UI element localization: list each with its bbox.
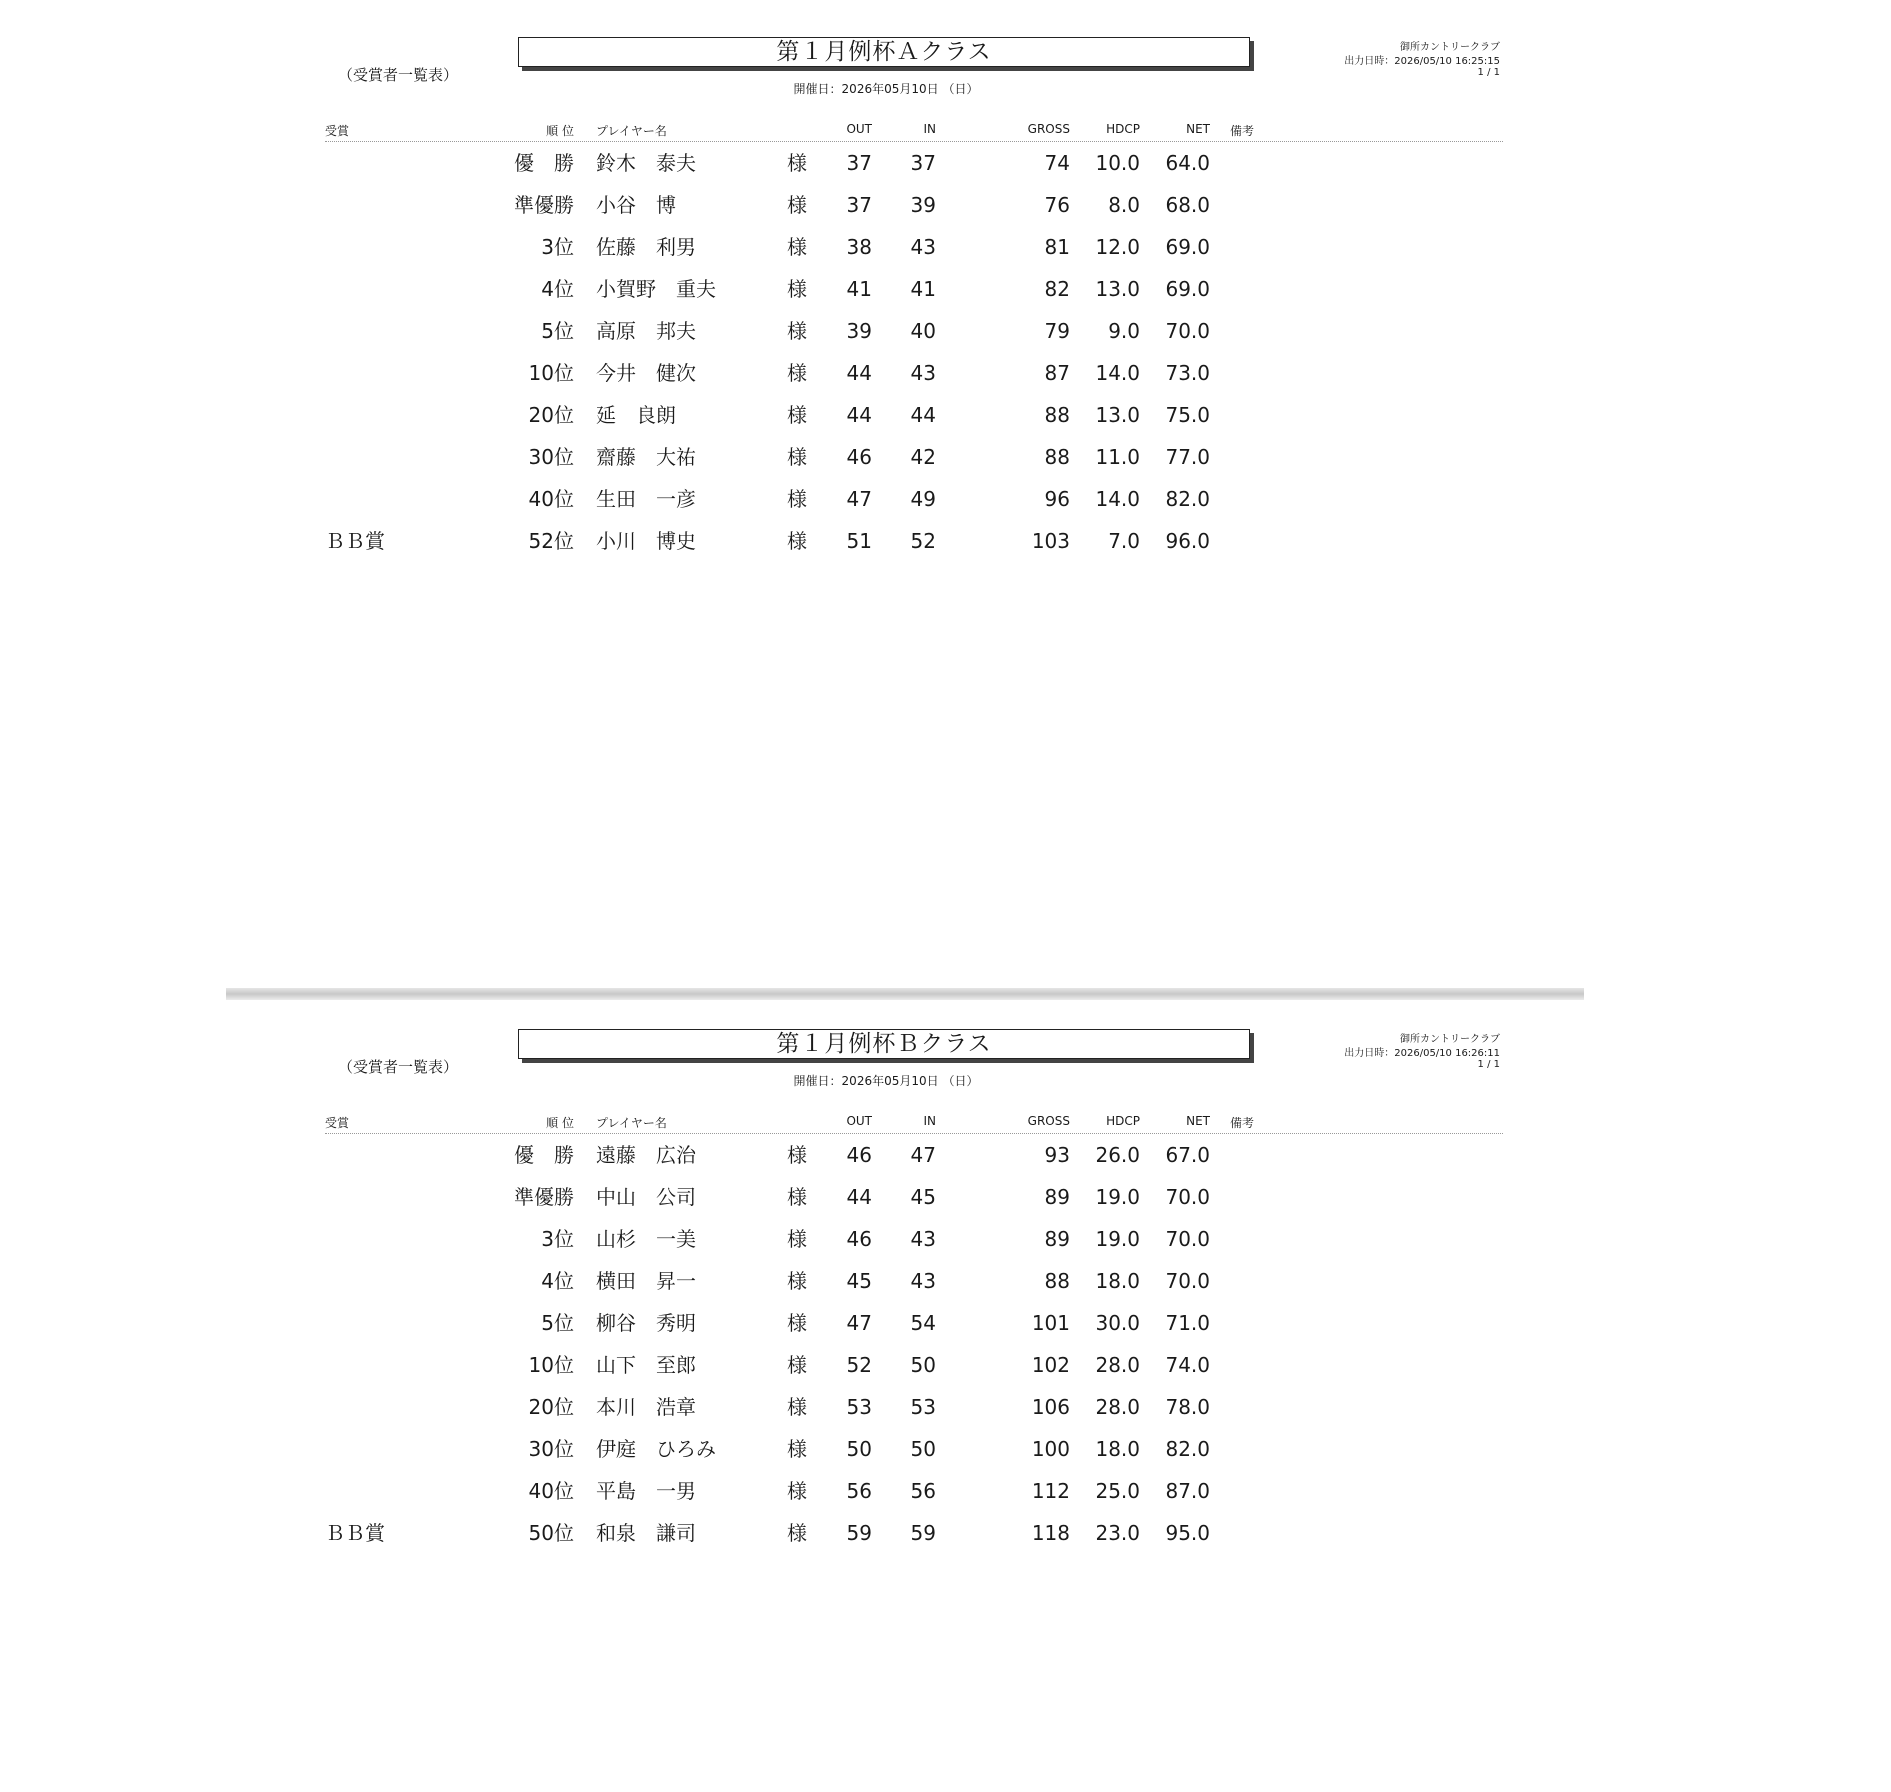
in-cell: 43: [910, 1227, 936, 1251]
gross-cell: 81: [1044, 235, 1070, 259]
gross-cell: 101: [1031, 1311, 1070, 1335]
gross-cell: 96: [1044, 487, 1070, 511]
in-cell: 43: [910, 1269, 936, 1293]
out-cell: 44: [846, 403, 872, 427]
hdcp-cell: 28.0: [1095, 1353, 1140, 1377]
net-cell: 64.0: [1165, 151, 1210, 175]
honorific-cell: 様: [787, 361, 807, 385]
header-rank: 順 位: [546, 1116, 574, 1130]
honorific-cell: 様: [787, 319, 807, 343]
gross-cell: 88: [1044, 403, 1070, 427]
out-cell: 46: [846, 1227, 872, 1251]
hdcp-cell: 14.0: [1095, 487, 1140, 511]
out-cell: 56: [846, 1479, 872, 1503]
table-row: [0, 400, 1891, 430]
hdcp-cell: 19.0: [1095, 1227, 1140, 1251]
gross-cell: 76: [1044, 193, 1070, 217]
rank-cell: 5位: [541, 319, 574, 343]
rank-cell: 3位: [541, 235, 574, 259]
table-row: [0, 1140, 1891, 1170]
sheet-subtitle: （受賞者一覧表）: [338, 66, 459, 84]
net-cell: 68.0: [1165, 193, 1210, 217]
honorific-cell: 様: [787, 403, 807, 427]
gross-cell: 88: [1044, 1269, 1070, 1293]
results-sheet-b: [0, 992, 1891, 1792]
gross-cell: 87: [1044, 361, 1070, 385]
player-name-cell: 本川 浩章: [596, 1395, 696, 1419]
header-hdcp: HDCP: [1106, 122, 1140, 136]
table-row: [0, 1392, 1891, 1422]
out-cell: 44: [846, 1185, 872, 1209]
in-cell: 43: [910, 361, 936, 385]
in-cell: 43: [910, 235, 936, 259]
in-cell: 39: [910, 193, 936, 217]
rank-cell: 52位: [528, 529, 574, 553]
out-cell: 59: [846, 1521, 872, 1545]
player-name-cell: 今井 健次: [596, 361, 696, 385]
net-cell: 75.0: [1165, 403, 1210, 427]
header-rank: 順 位: [546, 124, 574, 138]
in-cell: 41: [910, 277, 936, 301]
hdcp-cell: 13.0: [1095, 403, 1140, 427]
hdcp-cell: 23.0: [1095, 1521, 1140, 1545]
net-cell: 77.0: [1165, 445, 1210, 469]
header-player: プレイヤー名: [596, 124, 667, 138]
hdcp-cell: 18.0: [1095, 1437, 1140, 1461]
header-in: IN: [923, 1114, 936, 1128]
net-cell: 69.0: [1165, 277, 1210, 301]
hdcp-cell: 26.0: [1095, 1143, 1140, 1167]
header-player: プレイヤー名: [596, 1116, 667, 1130]
out-cell: 46: [846, 445, 872, 469]
honorific-cell: 様: [787, 151, 807, 175]
rank-cell: 優 勝: [514, 1143, 574, 1167]
player-name-cell: 中山 公司: [596, 1185, 696, 1209]
honorific-cell: 様: [787, 1353, 807, 1377]
table-row: [0, 1476, 1891, 1506]
gross-cell: 82: [1044, 277, 1070, 301]
header-gross: GROSS: [1027, 1114, 1070, 1128]
out-cell: 46: [846, 1143, 872, 1167]
table-row: [0, 526, 1891, 556]
out-cell: 47: [846, 1311, 872, 1335]
table-row: [0, 274, 1891, 304]
out-cell: 37: [846, 151, 872, 175]
out-cell: 39: [846, 319, 872, 343]
player-name-cell: 生田 一彦: [596, 487, 696, 511]
in-cell: 59: [910, 1521, 936, 1545]
table-row: [0, 484, 1891, 514]
in-cell: 45: [910, 1185, 936, 1209]
rank-cell: 10位: [528, 361, 574, 385]
out-cell: 47: [846, 487, 872, 511]
rank-cell: 4位: [541, 277, 574, 301]
gross-cell: 103: [1031, 529, 1070, 553]
gross-cell: 106: [1031, 1395, 1070, 1419]
net-cell: 74.0: [1165, 1353, 1210, 1377]
out-cell: 51: [846, 529, 872, 553]
honorific-cell: 様: [787, 1143, 807, 1167]
rank-cell: 20位: [528, 403, 574, 427]
hdcp-cell: 9.0: [1108, 319, 1140, 343]
honorific-cell: 様: [787, 193, 807, 217]
player-name-cell: 齋藤 大祐: [596, 445, 696, 469]
player-name-cell: 和泉 謙司: [596, 1521, 696, 1545]
out-cell: 53: [846, 1395, 872, 1419]
hdcp-cell: 13.0: [1095, 277, 1140, 301]
in-cell: 50: [910, 1437, 936, 1461]
header-out: OUT: [846, 1114, 872, 1128]
out-cell: 44: [846, 361, 872, 385]
net-cell: 70.0: [1165, 1269, 1210, 1293]
table-row: [0, 442, 1891, 472]
player-name-cell: 山杉 一美: [596, 1227, 696, 1251]
rank-cell: 40位: [528, 1479, 574, 1503]
event-date: 開催日：2026年05月10日 （日）: [793, 82, 979, 96]
results-sheet-a: [0, 0, 1891, 800]
page-number: 1 / 1: [1477, 67, 1500, 78]
out-cell: 38: [846, 235, 872, 259]
table-row: [0, 1434, 1891, 1464]
header-net: NET: [1186, 1114, 1210, 1128]
hdcp-cell: 19.0: [1095, 1185, 1140, 1209]
player-name-cell: 山下 至郎: [596, 1353, 696, 1377]
table-row: [0, 1266, 1891, 1296]
honorific-cell: 様: [787, 1437, 807, 1461]
net-cell: 71.0: [1165, 1311, 1210, 1335]
table-header: [0, 122, 1891, 138]
header-in: IN: [923, 122, 936, 136]
hdcp-cell: 18.0: [1095, 1269, 1140, 1293]
honorific-cell: 様: [787, 1227, 807, 1251]
table-row: [0, 1182, 1891, 1212]
in-cell: 37: [910, 151, 936, 175]
table-row: [0, 358, 1891, 388]
player-name-cell: 小川 博史: [596, 529, 696, 553]
rank-cell: 40位: [528, 487, 574, 511]
player-name-cell: 柳谷 秀明: [596, 1311, 696, 1335]
rank-cell: 30位: [528, 1437, 574, 1461]
net-cell: 96.0: [1165, 529, 1210, 553]
hdcp-cell: 12.0: [1095, 235, 1140, 259]
in-cell: 50: [910, 1353, 936, 1377]
hdcp-cell: 28.0: [1095, 1395, 1140, 1419]
club-name: 御所カントリークラブ: [1400, 42, 1500, 53]
player-name-cell: 延 良朗: [596, 403, 676, 427]
player-name-cell: 小賀野 重夫: [596, 277, 716, 301]
honorific-cell: 様: [787, 487, 807, 511]
net-cell: 82.0: [1165, 487, 1210, 511]
player-name-cell: 伊庭 ひろみ: [596, 1437, 716, 1461]
hdcp-cell: 25.0: [1095, 1479, 1140, 1503]
player-name-cell: 横田 昇一: [596, 1269, 696, 1293]
award-cell: ＢＢ賞: [325, 1521, 385, 1545]
printed-datetime: 出力日時：2026/05/10 16:26:11: [1344, 1048, 1500, 1059]
in-cell: 56: [910, 1479, 936, 1503]
table-row: [0, 148, 1891, 178]
hdcp-cell: 8.0: [1108, 193, 1140, 217]
rank-cell: 5位: [541, 1311, 574, 1335]
net-cell: 82.0: [1165, 1437, 1210, 1461]
rank-cell: 20位: [528, 1395, 574, 1419]
header-note: 備考: [1230, 1116, 1255, 1130]
header-award: 受賞: [325, 1116, 350, 1130]
header-net: NET: [1186, 122, 1210, 136]
gross-cell: 112: [1031, 1479, 1070, 1503]
award-cell: ＢＢ賞: [325, 529, 385, 553]
rank-cell: 3位: [541, 1227, 574, 1251]
player-name-cell: 平島 一男: [596, 1479, 696, 1503]
hdcp-cell: 10.0: [1095, 151, 1140, 175]
gross-cell: 89: [1044, 1227, 1070, 1251]
table-row: [0, 316, 1891, 346]
player-name-cell: 高原 邦夫: [596, 319, 696, 343]
header-award: 受賞: [325, 124, 350, 138]
header-rule: [325, 1133, 1503, 1134]
table-row: [0, 1350, 1891, 1380]
honorific-cell: 様: [787, 235, 807, 259]
net-cell: 87.0: [1165, 1479, 1210, 1503]
gross-cell: 118: [1031, 1521, 1070, 1545]
player-name-cell: 小谷 博: [596, 193, 676, 217]
page-number: 1 / 1: [1477, 1059, 1500, 1070]
out-cell: 37: [846, 193, 872, 217]
table-row: [0, 1308, 1891, 1338]
gross-cell: 100: [1031, 1437, 1070, 1461]
honorific-cell: 様: [787, 445, 807, 469]
gross-cell: 93: [1044, 1143, 1070, 1167]
hdcp-cell: 30.0: [1095, 1311, 1140, 1335]
honorific-cell: 様: [787, 1269, 807, 1293]
gross-cell: 89: [1044, 1185, 1070, 1209]
honorific-cell: 様: [787, 1395, 807, 1419]
honorific-cell: 様: [787, 277, 807, 301]
table-row: [0, 1224, 1891, 1254]
event-date: 開催日：2026年05月10日 （日）: [793, 1074, 979, 1088]
player-name-cell: 鈴木 泰夫: [596, 151, 696, 175]
rank-cell: 準優勝: [514, 193, 574, 217]
in-cell: 47: [910, 1143, 936, 1167]
net-cell: 95.0: [1165, 1521, 1210, 1545]
hdcp-cell: 11.0: [1095, 445, 1140, 469]
out-cell: 41: [846, 277, 872, 301]
honorific-cell: 様: [787, 1311, 807, 1335]
in-cell: 49: [910, 487, 936, 511]
printed-datetime: 出力日時：2026/05/10 16:25:15: [1344, 56, 1500, 67]
in-cell: 42: [910, 445, 936, 469]
rank-cell: 30位: [528, 445, 574, 469]
net-cell: 78.0: [1165, 1395, 1210, 1419]
honorific-cell: 様: [787, 529, 807, 553]
honorific-cell: 様: [787, 1479, 807, 1503]
gross-cell: 79: [1044, 319, 1070, 343]
net-cell: 70.0: [1165, 1185, 1210, 1209]
rank-cell: 4位: [541, 1269, 574, 1293]
gross-cell: 74: [1044, 151, 1070, 175]
sheet-subtitle: （受賞者一覧表）: [338, 1058, 459, 1076]
header-out: OUT: [846, 122, 872, 136]
honorific-cell: 様: [787, 1185, 807, 1209]
table-header: [0, 1114, 1891, 1130]
rank-cell: 優 勝: [514, 151, 574, 175]
rank-cell: 50位: [528, 1521, 574, 1545]
hdcp-cell: 7.0: [1108, 529, 1140, 553]
out-cell: 52: [846, 1353, 872, 1377]
honorific-cell: 様: [787, 1521, 807, 1545]
in-cell: 54: [910, 1311, 936, 1335]
hdcp-cell: 14.0: [1095, 361, 1140, 385]
table-row: [0, 232, 1891, 262]
net-cell: 67.0: [1165, 1143, 1210, 1167]
in-cell: 44: [910, 403, 936, 427]
net-cell: 70.0: [1165, 1227, 1210, 1251]
player-name-cell: 佐藤 利男: [596, 235, 696, 259]
sheet-title: 第１月例杯Ａクラス: [518, 37, 1250, 67]
sheet-title: 第１月例杯Ｂクラス: [518, 1029, 1250, 1059]
club-name: 御所カントリークラブ: [1400, 1034, 1500, 1045]
header-rule: [325, 141, 1503, 142]
player-name-cell: 遠藤 広治: [596, 1143, 696, 1167]
net-cell: 70.0: [1165, 319, 1210, 343]
in-cell: 53: [910, 1395, 936, 1419]
rank-cell: 10位: [528, 1353, 574, 1377]
net-cell: 69.0: [1165, 235, 1210, 259]
gross-cell: 88: [1044, 445, 1070, 469]
net-cell: 73.0: [1165, 361, 1210, 385]
header-gross: GROSS: [1027, 122, 1070, 136]
header-note: 備考: [1230, 124, 1255, 138]
rank-cell: 準優勝: [514, 1185, 574, 1209]
gross-cell: 102: [1031, 1353, 1070, 1377]
header-hdcp: HDCP: [1106, 1114, 1140, 1128]
out-cell: 45: [846, 1269, 872, 1293]
out-cell: 50: [846, 1437, 872, 1461]
table-row: [0, 1518, 1891, 1548]
in-cell: 52: [910, 529, 936, 553]
table-row: [0, 190, 1891, 220]
in-cell: 40: [910, 319, 936, 343]
